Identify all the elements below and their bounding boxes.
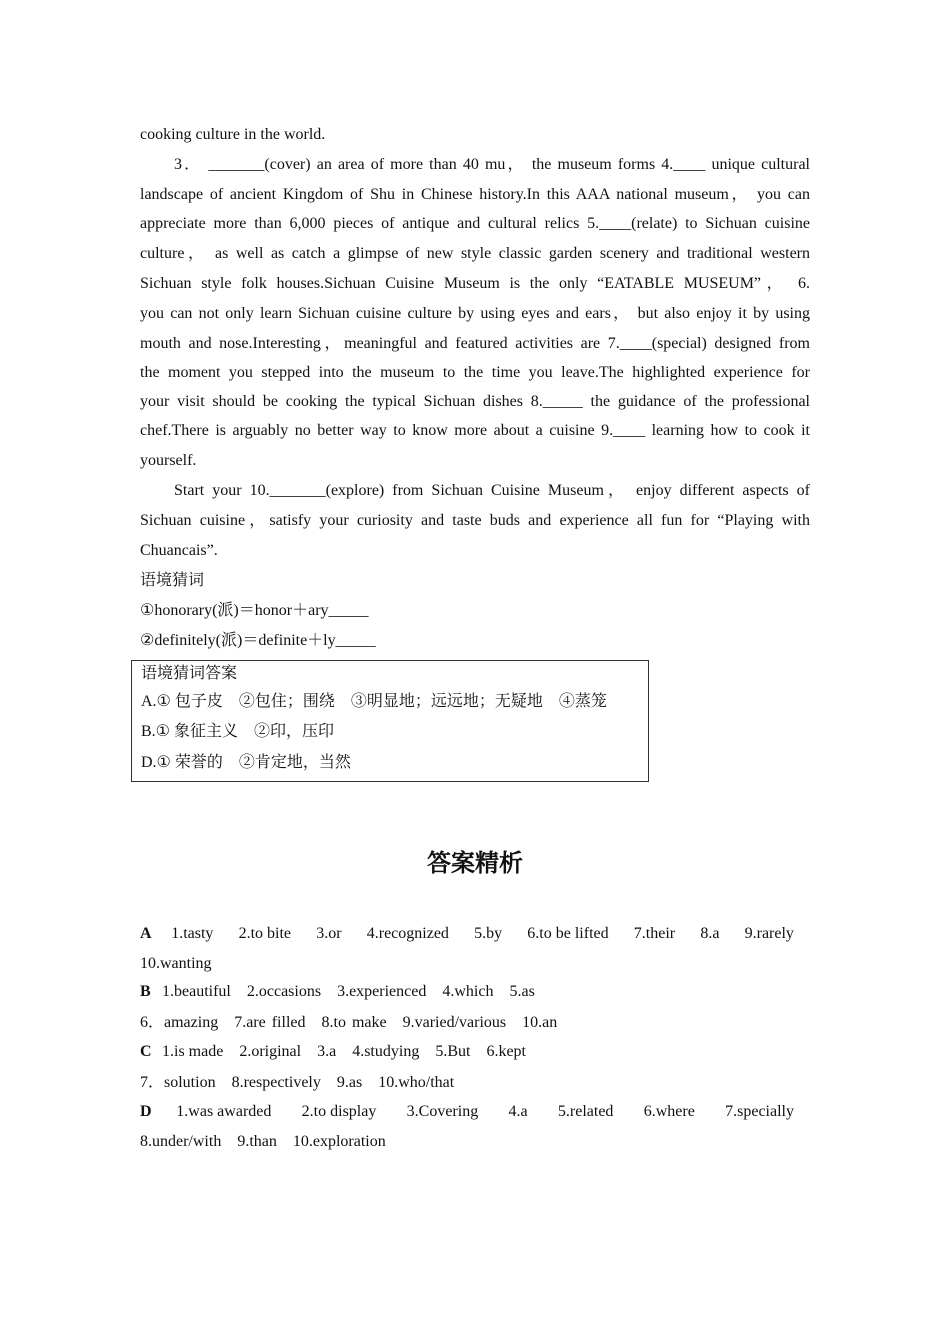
answer-item: 3.or bbox=[316, 925, 342, 942]
answer-item: 4.a bbox=[508, 1103, 528, 1120]
answer-item: 3.a bbox=[317, 1043, 337, 1060]
answer-item: 1.is made bbox=[162, 1043, 224, 1060]
answers-title: 答案精析 bbox=[427, 849, 523, 877]
passage-line: Start your 10._______(explore) from Sichuan Cuisine Museum， enjoy different aspects of bbox=[174, 482, 810, 499]
answer-item: 1.was awarded bbox=[176, 1103, 272, 1120]
answer-cont-b: 6．amazing 7.are filled 8.to make 9.varied/various 10.an bbox=[140, 1014, 558, 1031]
answer-item: 5.But bbox=[435, 1043, 471, 1060]
answer-item: 7.their bbox=[633, 925, 676, 942]
passage-line: chef.There is arguably no better way to know more about a cuisine 9.____ learning how to cook it bbox=[140, 422, 810, 439]
answer-row-a bbox=[140, 924, 810, 944]
passage-line: your visit should be cooking the typical Sichuan dishes 8._____ the guidance of the professional bbox=[140, 393, 810, 410]
guess-item: ②definitely(派)＝definite＋ly_____ bbox=[140, 632, 376, 649]
answer-box-heading: 语境猜词答案 bbox=[141, 665, 238, 682]
answer-item: 5.related bbox=[557, 1103, 614, 1120]
answer-letter: D bbox=[140, 1103, 152, 1120]
passage-line: appreciate more than 6,000 pieces of antique and cultural relics 5.____(relate) to Sichuan cuisine bbox=[140, 215, 810, 232]
answer-item: 6.kept bbox=[486, 1043, 526, 1060]
answer-item: 4.which bbox=[442, 983, 494, 1000]
answer-item: 2.to bite bbox=[238, 925, 292, 942]
passage-line: landscape of ancient Kingdom of Shu in Chinese history.In this AAA national museum， you can bbox=[140, 186, 810, 203]
passage-line: mouth and nose.Interesting，meaningful and featured activities are 7.____(special) designed from bbox=[140, 335, 810, 352]
answer-box-line: D.① 荣誉的 ②肯定地，当然 bbox=[141, 754, 351, 771]
guess-answer-box bbox=[131, 660, 649, 782]
answer-item: 5.as bbox=[509, 983, 535, 1000]
passage-line: the moment you stepped into the museum to the time you leave.The highlighted experience for bbox=[140, 364, 810, 381]
answer-box-line: B.① 象征主义 ②印，压印 bbox=[141, 723, 335, 740]
passage-line: yourself. bbox=[140, 452, 197, 469]
answer-item: 8.a bbox=[700, 925, 720, 942]
answer-cont-a: 10.wanting bbox=[140, 955, 212, 972]
guess-item: ①honorary(派)＝honor＋ary_____ bbox=[140, 602, 369, 619]
answer-cont-d: 8.under/with 9.than 10.exploration bbox=[140, 1133, 386, 1150]
answer-item: 6.where bbox=[643, 1103, 695, 1120]
answer-item: 3.experienced bbox=[337, 983, 427, 1000]
answer-item: 1.beautiful bbox=[162, 983, 231, 1000]
passage-line: Sichuan cuisine，satisfy your curiosity and taste buds and experience all fun for “Playing with bbox=[140, 512, 810, 529]
answer-letter: B bbox=[140, 983, 151, 1000]
answer-item: 6.to be lifted bbox=[527, 925, 609, 942]
answer-item: 3.Covering bbox=[406, 1103, 479, 1120]
answer-item: 2.to display bbox=[301, 1103, 377, 1120]
passage-line: 3． _______(cover) an area of more than 40 mu， the museum forms 4.____ unique cultural bbox=[174, 156, 810, 173]
answer-item: 4.recognized bbox=[366, 925, 449, 942]
passage-line: cooking culture in the world. bbox=[140, 126, 326, 143]
answer-item: 4.studying bbox=[352, 1043, 420, 1060]
answer-item: 1.tasty bbox=[171, 925, 214, 942]
answer-row-b bbox=[140, 982, 551, 1002]
answer-item: 2.original bbox=[239, 1043, 302, 1060]
answer-item: 7.specially bbox=[725, 1103, 794, 1120]
passage-line: you can not only learn Sichuan cuisine culture by using eyes and ears， but also enjoy it by using bbox=[140, 305, 810, 322]
answer-item: 5.by bbox=[474, 925, 503, 942]
answer-letter: A bbox=[140, 925, 152, 942]
guess-heading: 语境猜词 bbox=[140, 572, 205, 589]
answer-row-c bbox=[140, 1042, 542, 1062]
answer-letter: C bbox=[140, 1043, 152, 1060]
answer-cont-c: 7．solution 8.respectively 9.as 10.who/that bbox=[140, 1074, 455, 1091]
passage-line: Sichuan style folk houses.Sichuan Cuisine Museum is the only “EATABLE MUSEUM”， 6. bbox=[140, 275, 810, 292]
answer-item: 2.occasions bbox=[246, 983, 322, 1000]
passage-line: Chuancais”. bbox=[140, 542, 218, 559]
passage-line: culture， as well as catch a glimpse of new style classic garden scenery and traditional western bbox=[140, 245, 810, 262]
answer-row-d bbox=[140, 1102, 810, 1122]
answer-item: 9.rarely bbox=[744, 925, 794, 942]
answer-box-line: A.① 包子皮 ②包住；围绕 ③明显地；远远地；无疑地 ④蒸笼 bbox=[141, 693, 607, 710]
